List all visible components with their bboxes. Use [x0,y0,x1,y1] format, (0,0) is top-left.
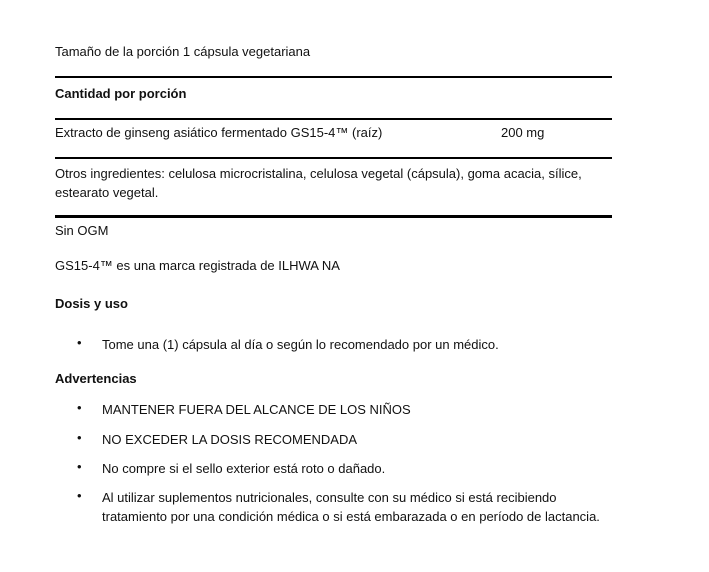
divider-line [55,157,612,159]
other-ingredients-text: Otros ingredientes: celulosa microcristalina, celulosa vegetal (cápsula), goma acacia, sílice, estearato vegetal. [55,166,582,200]
warning-text: No compre si el sello exterior está roto o dañado. [102,461,386,476]
trademark-note: GS15-4™ es una marca registrada de ILHWA NA [55,258,340,273]
dosage-heading: Dosis y uso [55,296,128,311]
bullet-icon: • [77,335,82,350]
divider-line [55,76,612,78]
warnings-heading: Advertencias [55,371,137,386]
dosage-instruction: Tome una (1) cápsula al día o según lo recomendado por un médico. [102,337,499,352]
gmo-free-text: Sin OGM [55,223,109,238]
ingredient-amount: 200 mg [501,125,545,140]
bullet-icon: • [77,459,82,474]
ingredient-name: Extracto de ginseng asiático fermentado GS15-4™ (raíz) [55,125,383,140]
serving-size-text: Tamaño de la porción 1 cápsula vegetariana [55,44,311,59]
divider-line-thick [55,215,612,218]
bullet-icon: • [77,430,82,445]
bullet-icon: • [77,400,82,415]
warning-text: Al utilizar suplementos nutricionales, consulte con su médico si está recibiendo tratamiento por una condición médica o si está embarazada o en período de lactancia. [102,490,600,524]
warning-text: MANTENER FUERA DEL ALCANCE DE LOS NIÑOS [102,402,411,417]
divider-line [55,118,612,120]
amount-per-serving-heading: Cantidad por porción [55,86,187,101]
warning-text: NO EXCEDER LA DOSIS RECOMENDADA [102,432,357,447]
bullet-icon: • [77,488,82,503]
